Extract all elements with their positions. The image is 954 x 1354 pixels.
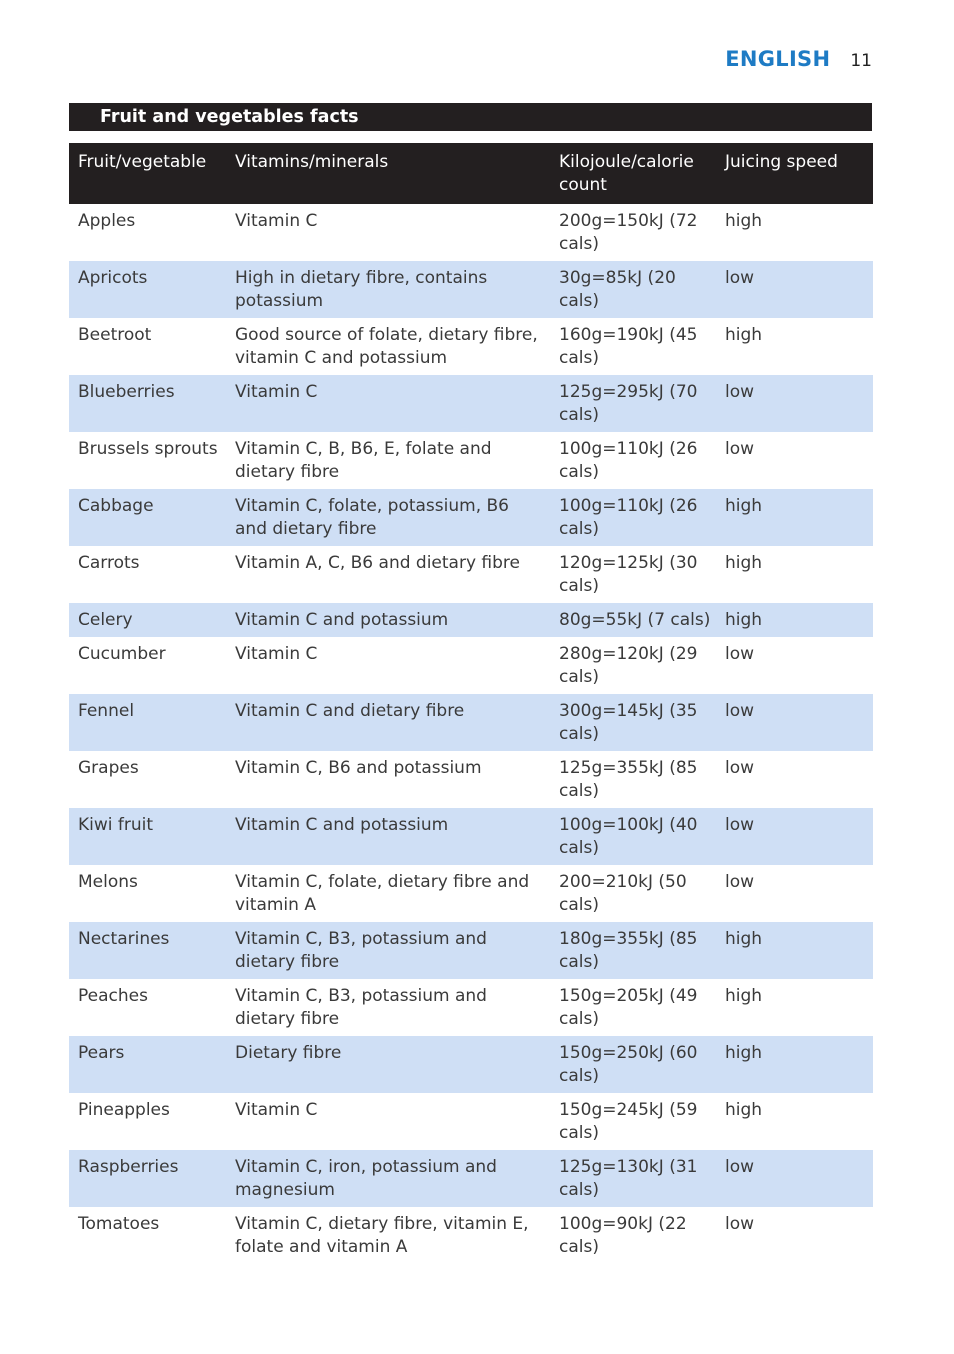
cell-fruit: Pineapples xyxy=(78,1100,170,1120)
table-row xyxy=(69,1036,873,1093)
cell-energy: 150g=250kJ (60 cals) xyxy=(550,1036,716,1093)
table-row xyxy=(69,1150,873,1207)
cell-vitamins: Vitamin A, C, B6 and dietary fibre xyxy=(235,553,520,573)
table-row xyxy=(69,637,873,694)
cell-speed: low xyxy=(716,1150,873,1207)
cell-energy: 30g=85kJ (20 cals) xyxy=(550,261,716,318)
table-row xyxy=(69,979,873,1036)
cell-vitamins: Vitamin C, B6 and potassium xyxy=(235,758,482,778)
table-row xyxy=(69,865,873,922)
table-row xyxy=(69,489,873,546)
column-header-fruit: Fruit/vegetable xyxy=(69,143,226,204)
cell-fruit: Apples xyxy=(78,211,136,231)
cell-vitamins: Vitamin C, B3, potassium and dietary fibre xyxy=(226,922,550,979)
cell-energy: 125g=295kJ (70 cals) xyxy=(550,375,716,432)
page-header xyxy=(725,47,872,71)
cell-vitamins: Vitamin C xyxy=(226,375,550,432)
language-label: ENGLISH xyxy=(725,47,831,71)
cell-vitamins: Vitamin C xyxy=(235,644,318,664)
cell-vitamins: Vitamin C and dietary fibre xyxy=(226,694,550,751)
cell-energy: 120g=125kJ (30 cals) xyxy=(559,553,698,596)
cell-speed: low xyxy=(725,872,755,892)
table-row xyxy=(69,1093,873,1150)
cell-speed: high xyxy=(716,489,873,546)
cell-speed: low xyxy=(725,644,755,664)
table-header-row xyxy=(69,143,873,204)
cell-energy: 100g=100kJ (40 cals) xyxy=(550,808,716,865)
cell-vitamins: Vitamin C, B, B6, E, folate and dietary fibre xyxy=(235,439,492,482)
facts-table xyxy=(69,143,873,1264)
cell-vitamins: Vitamin C, dietary fibre, vitamin E, folate and vitamin A xyxy=(235,1214,529,1257)
cell-speed: high xyxy=(725,325,763,345)
cell-energy: 200=210kJ (50 cals) xyxy=(559,872,687,915)
cell-fruit: Beetroot xyxy=(78,325,152,345)
table-row xyxy=(69,432,873,489)
cell-speed: low xyxy=(716,694,873,751)
cell-speed: high xyxy=(725,553,763,573)
table-row xyxy=(69,922,873,979)
table-row xyxy=(69,375,873,432)
cell-speed: low xyxy=(725,439,755,459)
cell-fruit: Raspberries xyxy=(69,1150,226,1207)
table-row xyxy=(69,1207,873,1264)
cell-energy: 200g=150kJ (72 cals) xyxy=(559,211,698,254)
cell-fruit: Peaches xyxy=(78,986,148,1006)
cell-vitamins: Vitamin C xyxy=(235,211,318,231)
table-row xyxy=(69,204,873,261)
cell-speed: low xyxy=(716,375,873,432)
cell-vitamins: Vitamin C and potassium xyxy=(226,808,550,865)
table-row xyxy=(69,546,873,603)
section-title: Fruit and vegetables facts xyxy=(69,103,872,131)
column-header-vitamins: Vitamins/minerals xyxy=(226,143,550,204)
cell-vitamins: Vitamin C, folate, dietary fibre and vitamin A xyxy=(235,872,530,915)
cell-speed: low xyxy=(725,1214,755,1234)
cell-vitamins: Vitamin C xyxy=(235,1100,318,1120)
cell-speed: high xyxy=(725,211,763,231)
page-number: 11 xyxy=(850,51,872,71)
cell-energy: 300g=145kJ (35 cals) xyxy=(550,694,716,751)
cell-fruit: Grapes xyxy=(78,758,139,778)
cell-fruit: Kiwi fruit xyxy=(69,808,226,865)
cell-vitamins: Vitamin C and potassium xyxy=(226,603,550,637)
cell-fruit: Cabbage xyxy=(69,489,226,546)
table-row xyxy=(69,694,873,751)
cell-energy: 150g=205kJ (49 cals) xyxy=(559,986,698,1029)
cell-energy: 80g=55kJ (7 cals) xyxy=(550,603,716,637)
cell-fruit: Blueberries xyxy=(69,375,226,432)
cell-fruit: Nectarines xyxy=(69,922,226,979)
cell-energy: 100g=90kJ (22 cals) xyxy=(559,1214,687,1257)
cell-energy: 180g=355kJ (85 cals) xyxy=(550,922,716,979)
cell-speed: high xyxy=(725,986,763,1006)
cell-energy: 100g=110kJ (26 cals) xyxy=(550,489,716,546)
cell-fruit: Cucumber xyxy=(78,644,166,664)
table-row xyxy=(69,261,873,318)
cell-speed: low xyxy=(716,261,873,318)
table-row xyxy=(69,318,873,375)
cell-speed: low xyxy=(725,758,755,778)
cell-vitamins: High in dietary fibre, contains potassium xyxy=(226,261,550,318)
cell-energy: 100g=110kJ (26 cals) xyxy=(559,439,698,482)
cell-energy: 280g=120kJ (29 cals) xyxy=(559,644,698,687)
table-row xyxy=(69,808,873,865)
cell-vitamins: Good source of folate, dietary fibre, vitamin C and potassium xyxy=(235,325,538,368)
cell-speed: high xyxy=(716,1036,873,1093)
cell-fruit: Pears xyxy=(69,1036,226,1093)
column-header-speed: Juicing speed xyxy=(716,143,873,204)
cell-fruit: Fennel xyxy=(69,694,226,751)
cell-fruit: Celery xyxy=(69,603,226,637)
cell-energy: 125g=130kJ (31 cals) xyxy=(550,1150,716,1207)
cell-speed: high xyxy=(716,603,873,637)
cell-speed: high xyxy=(716,922,873,979)
table-row xyxy=(69,751,873,808)
cell-energy: 150g=245kJ (59 cals) xyxy=(559,1100,698,1143)
table-row xyxy=(69,603,873,637)
cell-vitamins: Vitamin C, iron, potassium and magnesium xyxy=(226,1150,550,1207)
cell-energy: 125g=355kJ (85 cals) xyxy=(559,758,698,801)
cell-fruit: Apricots xyxy=(69,261,226,318)
cell-speed: low xyxy=(716,808,873,865)
cell-fruit: Tomatoes xyxy=(78,1214,160,1234)
cell-energy: 160g=190kJ (45 cals) xyxy=(559,325,698,368)
cell-fruit: Melons xyxy=(78,872,138,892)
cell-speed: high xyxy=(725,1100,763,1120)
cell-fruit: Brussels sprouts xyxy=(78,439,218,459)
cell-vitamins: Vitamin C, B3, potassium and dietary fibre xyxy=(235,986,487,1029)
column-header-energy: Kilojoule/calorie count xyxy=(550,143,716,204)
cell-vitamins: Vitamin C, folate, potassium, B6 and dietary fibre xyxy=(226,489,550,546)
cell-vitamins: Dietary fibre xyxy=(226,1036,550,1093)
cell-fruit: Carrots xyxy=(78,553,140,573)
